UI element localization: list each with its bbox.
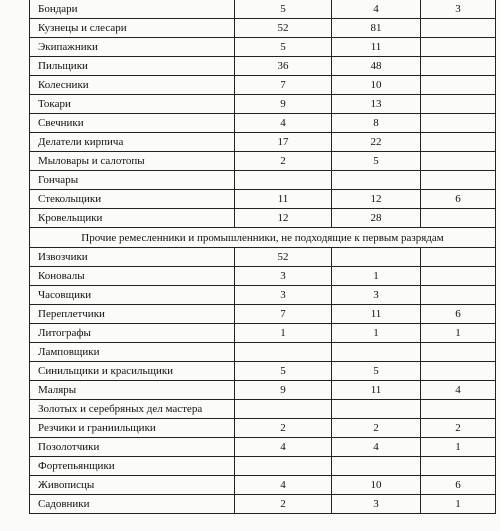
table-row	[30, 419, 496, 438]
value-cell-2	[332, 457, 421, 476]
value-cell-1: 2	[235, 419, 332, 438]
table-row	[30, 457, 496, 476]
trade-name-cell: Фортепьянщики	[30, 457, 235, 476]
table-row	[30, 286, 496, 305]
value-cell-2: 22	[332, 133, 421, 152]
value-cell-3	[421, 209, 496, 228]
trade-name-cell: Резчики и граниильщики	[30, 419, 235, 438]
value-cell-2: 4	[332, 438, 421, 457]
value-cell-2: 1	[332, 324, 421, 343]
trade-name-cell: Гончары	[30, 171, 235, 190]
trade-name-cell: Экипажники	[30, 38, 235, 57]
value-cell-2	[332, 343, 421, 362]
value-cell-3: 1	[421, 495, 496, 514]
table-section	[30, 228, 496, 248]
trade-name-cell: Золотых и серебряных дел мастера	[30, 400, 235, 419]
value-cell-2	[332, 248, 421, 267]
value-cell-3: 1	[421, 324, 496, 343]
trade-name-cell: Токари	[30, 95, 235, 114]
table-row	[30, 190, 496, 209]
value-cell-3	[421, 133, 496, 152]
value-cell-1	[235, 400, 332, 419]
table-row	[30, 476, 496, 495]
value-cell-3	[421, 114, 496, 133]
trade-name-cell: Пильщики	[30, 57, 235, 76]
value-cell-3	[421, 76, 496, 95]
trades-table	[29, 0, 496, 514]
value-cell-2	[332, 400, 421, 419]
table-row	[30, 267, 496, 286]
value-cell-2: 11	[332, 381, 421, 400]
value-cell-2: 5	[332, 362, 421, 381]
value-cell-2	[332, 171, 421, 190]
value-cell-2: 48	[332, 57, 421, 76]
value-cell-1: 1	[235, 324, 332, 343]
value-cell-1: 9	[235, 95, 332, 114]
value-cell-1: 4	[235, 438, 332, 457]
trade-name-cell: Коновалы	[30, 267, 235, 286]
value-cell-1: 4	[235, 476, 332, 495]
value-cell-1: 4	[235, 114, 332, 133]
trade-name-cell: Извозчики	[30, 248, 235, 267]
value-cell-2: 1	[332, 267, 421, 286]
value-cell-1: 9	[235, 381, 332, 400]
trade-name-cell: Ламповщики	[30, 343, 235, 362]
value-cell-3	[421, 343, 496, 362]
value-cell-3	[421, 57, 496, 76]
table-row	[30, 324, 496, 343]
value-cell-1	[235, 343, 332, 362]
value-cell-1: 17	[235, 133, 332, 152]
table-row	[30, 133, 496, 152]
value-cell-3: 1	[421, 438, 496, 457]
section-title: Прочие ремесленники и промышленники, не подходящие к первым разрядам	[30, 228, 496, 248]
table-row	[30, 76, 496, 95]
table-part-2	[30, 248, 496, 514]
value-cell-3	[421, 286, 496, 305]
table-row	[30, 171, 496, 190]
table-part-1	[30, 0, 496, 228]
value-cell-3: 4	[421, 381, 496, 400]
value-cell-2: 12	[332, 190, 421, 209]
table-row	[30, 209, 496, 228]
table-row	[30, 0, 496, 19]
value-cell-3	[421, 171, 496, 190]
trade-name-cell: Кузнецы и слесари	[30, 19, 235, 38]
table-row	[30, 114, 496, 133]
value-cell-2: 3	[332, 286, 421, 305]
value-cell-1: 52	[235, 248, 332, 267]
value-cell-1: 2	[235, 152, 332, 171]
value-cell-1: 2	[235, 495, 332, 514]
value-cell-2: 3	[332, 495, 421, 514]
value-cell-1	[235, 457, 332, 476]
trade-name-cell: Позолотчики	[30, 438, 235, 457]
value-cell-2: 5	[332, 152, 421, 171]
value-cell-2: 13	[332, 95, 421, 114]
value-cell-2: 11	[332, 38, 421, 57]
value-cell-3: 6	[421, 476, 496, 495]
table-row	[30, 381, 496, 400]
trade-name-cell: Колесники	[30, 76, 235, 95]
value-cell-3	[421, 152, 496, 171]
table-row	[30, 438, 496, 457]
value-cell-3	[421, 95, 496, 114]
value-cell-3	[421, 248, 496, 267]
value-cell-2: 10	[332, 476, 421, 495]
value-cell-1: 7	[235, 76, 332, 95]
trade-name-cell: Литографы	[30, 324, 235, 343]
table-row	[30, 19, 496, 38]
value-cell-3	[421, 400, 496, 419]
value-cell-2: 10	[332, 76, 421, 95]
value-cell-1: 5	[235, 0, 332, 19]
value-cell-3: 3	[421, 0, 496, 19]
value-cell-1: 12	[235, 209, 332, 228]
trade-name-cell: Синильщики и красильщики	[30, 362, 235, 381]
value-cell-2: 81	[332, 19, 421, 38]
table-row	[30, 305, 496, 324]
table-row	[30, 152, 496, 171]
value-cell-3	[421, 38, 496, 57]
table-row	[30, 495, 496, 514]
value-cell-1: 52	[235, 19, 332, 38]
value-cell-3: 6	[421, 190, 496, 209]
table-row	[30, 95, 496, 114]
value-cell-2: 28	[332, 209, 421, 228]
section-header-row	[30, 228, 496, 248]
value-cell-2: 4	[332, 0, 421, 19]
value-cell-1: 11	[235, 190, 332, 209]
trade-name-cell: Мыловары и салотопы	[30, 152, 235, 171]
value-cell-3	[421, 267, 496, 286]
table-row	[30, 343, 496, 362]
value-cell-3: 2	[421, 419, 496, 438]
table-row	[30, 362, 496, 381]
value-cell-1: 5	[235, 362, 332, 381]
table-row	[30, 38, 496, 57]
trade-name-cell: Маляры	[30, 381, 235, 400]
value-cell-3	[421, 362, 496, 381]
trade-name-cell: Бондари	[30, 0, 235, 19]
table-row	[30, 57, 496, 76]
value-cell-3	[421, 457, 496, 476]
value-cell-1	[235, 171, 332, 190]
trade-name-cell: Кровельщики	[30, 209, 235, 228]
value-cell-1: 36	[235, 57, 332, 76]
trade-name-cell: Живописцы	[30, 476, 235, 495]
table-row	[30, 248, 496, 267]
trade-name-cell: Часовщики	[30, 286, 235, 305]
value-cell-1: 3	[235, 267, 332, 286]
value-cell-1: 3	[235, 286, 332, 305]
value-cell-3: 6	[421, 305, 496, 324]
value-cell-1: 5	[235, 38, 332, 57]
trade-name-cell: Делатели кирпича	[30, 133, 235, 152]
value-cell-2: 11	[332, 305, 421, 324]
value-cell-3	[421, 19, 496, 38]
trade-name-cell: Стекольщики	[30, 190, 235, 209]
trade-name-cell: Садовники	[30, 495, 235, 514]
value-cell-2: 8	[332, 114, 421, 133]
trade-name-cell: Свечники	[30, 114, 235, 133]
value-cell-2: 2	[332, 419, 421, 438]
value-cell-1: 7	[235, 305, 332, 324]
trade-name-cell: Переплетчики	[30, 305, 235, 324]
table-row	[30, 400, 496, 419]
